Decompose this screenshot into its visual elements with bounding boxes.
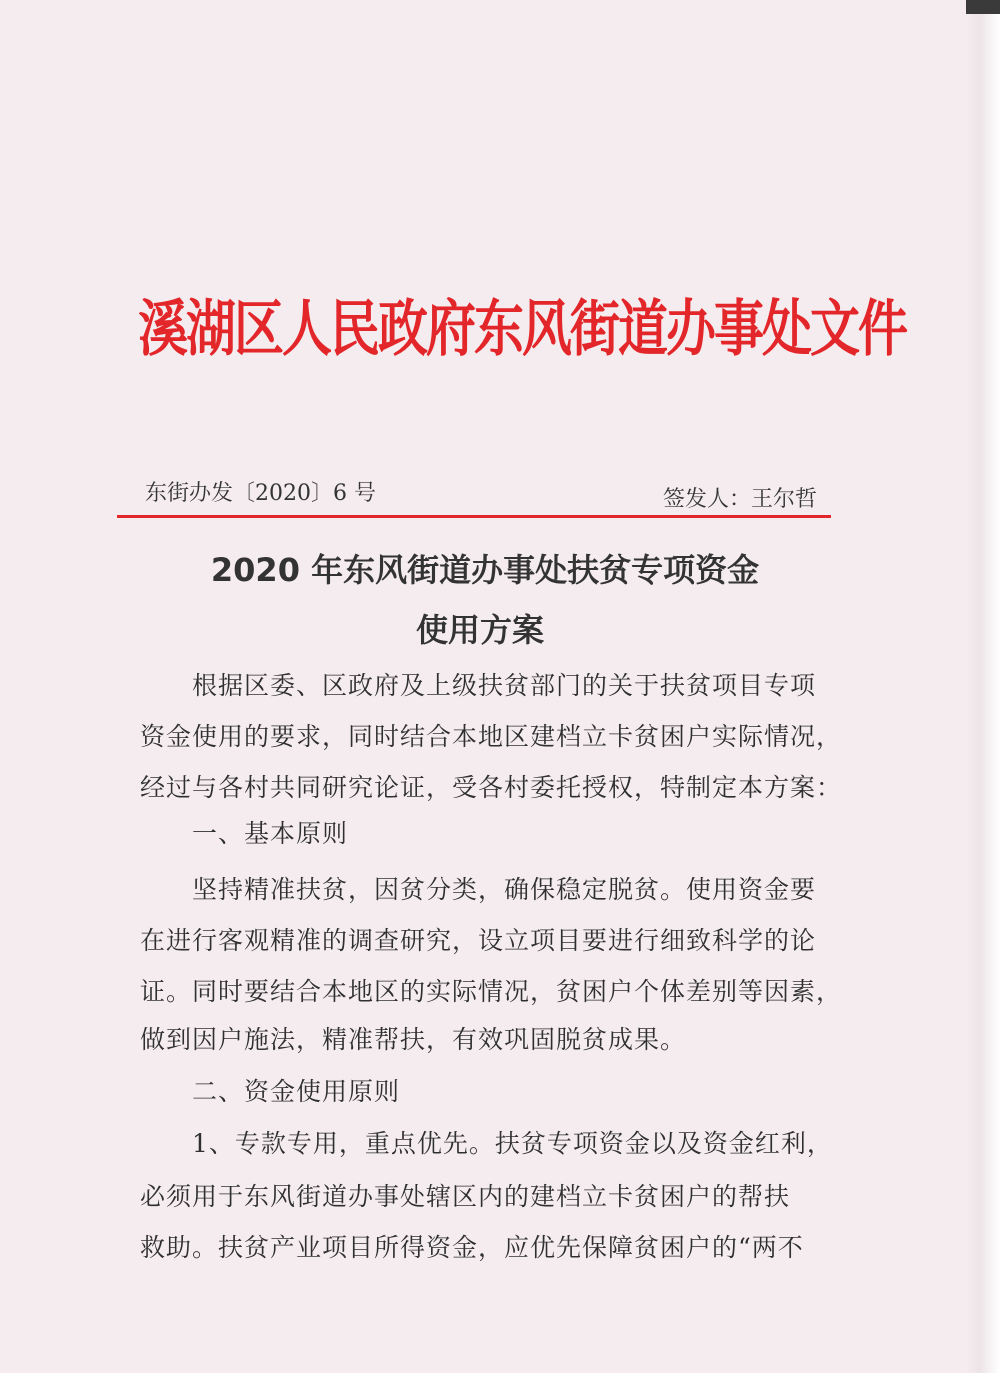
body-paragraph-line: 在进行客观精准的调查研究，设立项目要进行细致科学的论 xyxy=(140,926,817,955)
scan-corner xyxy=(966,0,1000,14)
org-header-title: 溪湖区人民政府东风街道办事处文件 xyxy=(138,292,906,365)
body-paragraph-line: 1、专款专用，重点优先。扶贫专项资金以及资金红利， xyxy=(192,1129,833,1158)
section-heading: 一、基本原则 xyxy=(192,819,349,848)
body-paragraph-line: 做到因户施法，精准帮扶，有效巩固脱贫成果。 xyxy=(140,1025,687,1054)
body-paragraph-line: 证。同时要结合本地区的实际情况，贫困户个体差别等因素， xyxy=(140,977,843,1006)
document-number: 东街办发〔2020〕6 号 xyxy=(145,481,376,506)
body-paragraph-line: 坚持精准扶贫，因贫分类，确保稳定脱贫。使用资金要 xyxy=(192,875,817,904)
body-paragraph-line: 必须用于东风街道办事处辖区内的建档立卡贫困户的帮扶 xyxy=(140,1182,791,1211)
red-divider-line xyxy=(117,515,831,518)
body-paragraph-line: 资金使用的要求，同时结合本地区建档立卡贫困户实际情况， xyxy=(140,722,843,751)
body-paragraph-line: 经过与各村共同研究论证，受各村委托授权，特制定本方案： xyxy=(140,773,843,802)
document-title-line-1: 2020 年东风街道办事处扶贫专项资金 xyxy=(210,551,760,589)
body-paragraph-line: 根据区委、区政府及上级扶贫部门的关于扶贫项目专项 xyxy=(192,671,817,700)
section-heading: 二、资金使用原则 xyxy=(192,1077,401,1106)
page-edge xyxy=(966,0,1000,1373)
issuer-signatory: 签发人：王尔哲 xyxy=(662,487,817,512)
document-title-line-2: 使用方案 xyxy=(415,611,544,649)
body-paragraph-line: 救助。扶贫产业项目所得资金，应优先保障贫困户的“两不 xyxy=(140,1233,804,1262)
